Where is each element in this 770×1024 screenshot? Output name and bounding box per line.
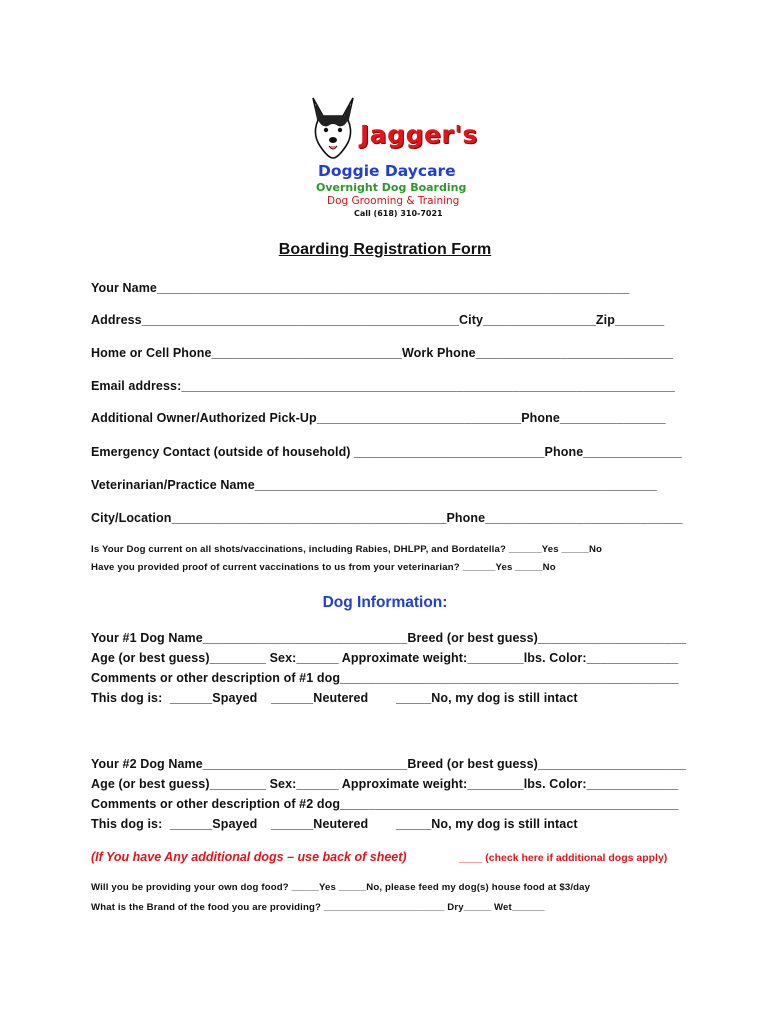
- dog1-intact-option[interactable]: _____No, my dog is still intact: [396, 691, 578, 705]
- email-field[interactable]: Email address:______________________________________________________________________: [91, 379, 675, 393]
- husky-dog-logo-icon: [308, 94, 358, 164]
- logo-boarding-line: Overnight Dog Boarding: [316, 181, 467, 194]
- dog2-intact-option[interactable]: _____No, my dog is still intact: [396, 817, 578, 831]
- logo-brand-name: Jagger's: [360, 120, 478, 149]
- logo-phone-line: Call (618) 310-7021: [354, 209, 443, 218]
- emergency-contact-field[interactable]: Emergency Contact (outside of household) ___________________________Phone______________: [91, 445, 682, 459]
- logo-daycare-line: Doggie Daycare: [318, 162, 456, 180]
- your-name-field[interactable]: Your Name___________________________________________________________________: [91, 281, 630, 295]
- vaccine-proof-question[interactable]: Have you provided proof of current vaccinations to us from your veterinarian? ______Yes _____No: [91, 562, 556, 573]
- dog2-neutered-option[interactable]: ______Neutered: [271, 817, 369, 831]
- logo-grooming-line: Dog Grooming & Training: [327, 195, 460, 207]
- phone-fields[interactable]: Home or Cell Phone___________________________Work Phone____________________________: [91, 346, 674, 360]
- additional-dogs-note: (If You have Any additional dogs – use back of sheet): [91, 850, 407, 864]
- dog-information-heading: Dog Information:: [322, 594, 448, 611]
- vaccine-current-question[interactable]: Is Your Dog current on all shots/vaccinations, including Rabies, DHLPP, and Bordatella? ______Yes _____No: [91, 544, 603, 555]
- food-brand-question[interactable]: What is the Brand of the food you are providing? ______________________ Dry_____ Wet______: [91, 902, 545, 913]
- dog1-comments-field[interactable]: Comments or other description of #1 dog________________________________________________: [91, 671, 679, 685]
- dog2-spayed-option[interactable]: ______Spayed: [170, 817, 258, 831]
- city-location-field[interactable]: City/Location_______________________________________Phone____________________________: [91, 511, 683, 525]
- dog1-age-sex-weight-field[interactable]: Age (or best guess)________ Sex:______ Approximate weight:________lbs. Color:_____________: [91, 651, 679, 665]
- dog1-name-breed-field[interactable]: Your #1 Dog Name_____________________________Breed (or best guess)_____________________: [91, 631, 687, 645]
- dog2-this-dog-is-label: This dog is:: [91, 817, 163, 831]
- address-field[interactable]: Address_____________________________________________City________________Zip_______: [91, 313, 665, 327]
- dog1-neutered-option[interactable]: ______Neutered: [271, 691, 369, 705]
- dog2-name-breed-field[interactable]: Your #2 Dog Name_____________________________Breed (or best guess)_____________________: [91, 757, 687, 771]
- dog2-comments-field[interactable]: Comments or other description of #2 dog________________________________________________: [91, 797, 679, 811]
- additional-owner-field[interactable]: Additional Owner/Authorized Pick-Up_____________________________Phone_______________: [91, 411, 666, 425]
- dog1-spayed-option[interactable]: ______Spayed: [170, 691, 258, 705]
- form-title: Boarding Registration Form: [278, 241, 492, 258]
- dog1-this-dog-is-label: This dog is:: [91, 691, 163, 705]
- food-provide-question[interactable]: Will you be providing your own dog food? _____Yes _____No, please feed my dog(s) house food at $3/day: [91, 882, 591, 893]
- dog2-age-sex-weight-field[interactable]: Age (or best guess)________ Sex:______ Approximate weight:________lbs. Color:_____________: [91, 777, 679, 791]
- veterinarian-field[interactable]: Veterinarian/Practice Name_________________________________________________________: [91, 478, 657, 492]
- company-logo: [302, 92, 478, 224]
- additional-dogs-checkbox[interactable]: ____ (check here if additional dogs apply): [459, 852, 668, 864]
